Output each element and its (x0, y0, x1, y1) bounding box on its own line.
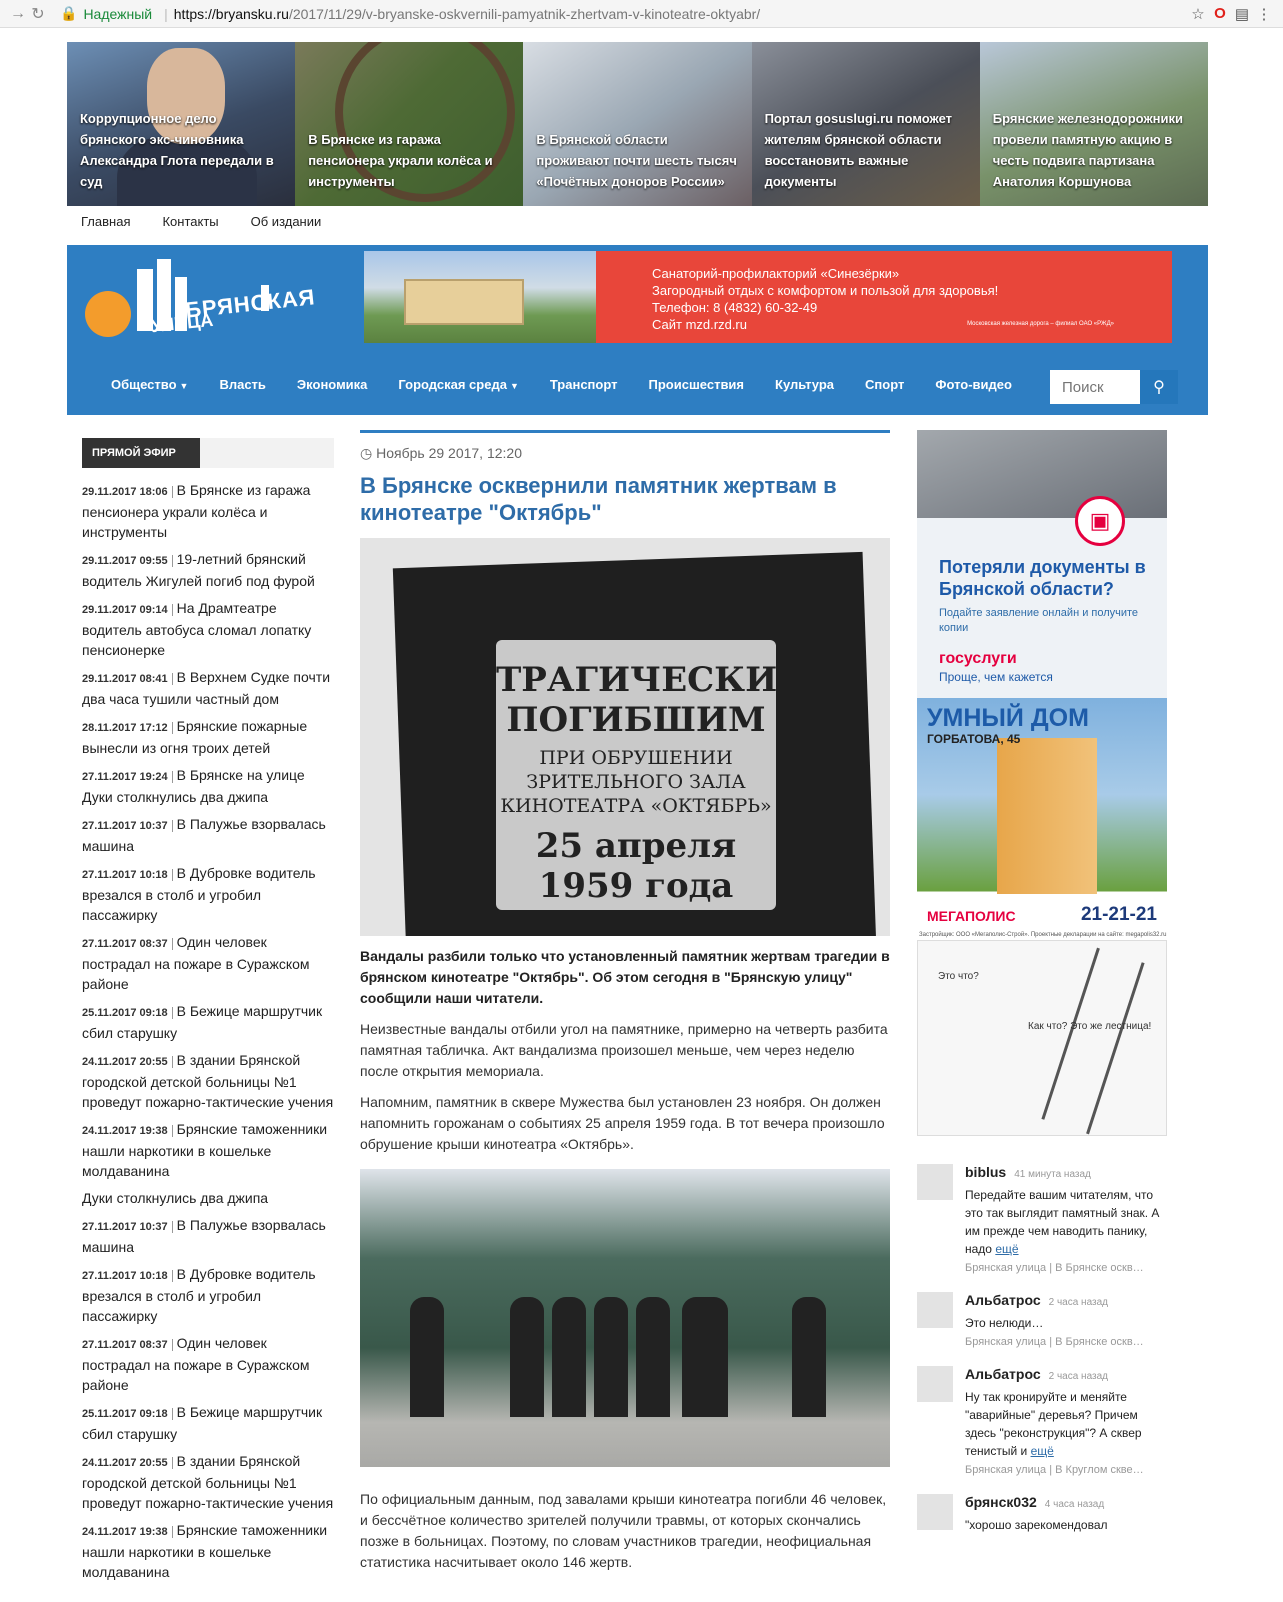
lock-icon: 🔒 (60, 5, 78, 21)
comment-source[interactable]: Брянская улица | В Круглом скве… (965, 1464, 1144, 1476)
smart-home-ad[interactable] (917, 698, 1167, 940)
live-feed-item[interactable] (82, 1215, 334, 1257)
live-feed-date: 27.11.2017 10:18 (82, 869, 173, 881)
nav-home-link[interactable]: Главная (81, 213, 131, 229)
live-feed-text[interactable]: Дуки столкнулись два джипа (82, 1190, 269, 1206)
forward-icon[interactable]: → (10, 4, 26, 22)
search-box (1050, 370, 1178, 404)
comment-time: 2 часа назад (1048, 1371, 1109, 1382)
plaque-line: 25 апреля 1959 года (535, 826, 737, 906)
live-feed-date: 24.11.2017 20:55 (82, 1056, 173, 1068)
top-story-tile[interactable] (523, 42, 751, 206)
live-feed-item[interactable] (82, 863, 334, 925)
article-paragraph: Напомним, памятник в сквере Мужества был установлен 23 ноября. Он должен напомнить горожанам о событиях 25 апреля 1959 года. В тот вечера произошло обрушение крыши кинотеатра «Октябрь». (360, 1094, 885, 1152)
comment-more-link[interactable]: ещё (1030, 1444, 1054, 1458)
live-feed-text[interactable]: В Бежице маршрутчик сбил старушку (82, 1404, 323, 1442)
opera-icon[interactable]: O (1214, 5, 1226, 22)
ad-text-block (596, 251, 1172, 343)
nav-contacts-link[interactable]: Контакты (162, 213, 219, 229)
caret-down-icon: ▼ (509, 380, 519, 391)
content-area (67, 415, 1208, 1602)
comment-text-body: Передайте вашим читателям, что это так выглядит памятный знак. А им прежде чем наводить панику, надо (965, 1188, 1160, 1256)
sanatorium-ad[interactable] (364, 251, 1172, 343)
ad-fine-print: Московская железная дорога – филиал ОАО «РЖД» (967, 321, 1114, 327)
ad-phone: 21-21-21 (1080, 904, 1157, 925)
photo-person (410, 1297, 444, 1417)
recent-comments (917, 1164, 1167, 1534)
clock-icon: ◷ (360, 445, 373, 461)
ad-line: Телефон: 8 (4832) 60-32-49 (652, 300, 818, 315)
photo-person (792, 1297, 826, 1417)
live-feed-item[interactable] (82, 480, 334, 542)
nav-item-city[interactable] (398, 377, 518, 392)
live-feed-item[interactable] (82, 1119, 334, 1181)
live-feed-date: 29.11.2017 08:41 (82, 673, 173, 685)
ad-building (997, 738, 1097, 898)
article-title: В Брянске осквернили памятник жертвам в кинотеатре "Октябрь" (360, 473, 837, 525)
nav-item-label: Городская среда (398, 376, 507, 392)
logo-text-top: БРЯНСКАЯ (183, 284, 317, 323)
live-feed-date: 24.11.2017 20:55 (82, 1457, 173, 1469)
live-feed-date: 27.11.2017 19:24 (82, 771, 173, 783)
comment-text-body: Это нелюди… (965, 1316, 1044, 1330)
live-feed-text[interactable]: На Драмтеатре водитель автобуса сломал лопатку пенсионерке (82, 600, 312, 658)
top-story-tile[interactable] (295, 42, 523, 206)
article-date (360, 445, 890, 462)
plaque-line: ПРИ ОБРУШЕНИИ (539, 747, 733, 769)
comment (917, 1292, 1167, 1348)
top-links (67, 206, 1208, 236)
nav-item-sport[interactable]: Спорт (865, 376, 905, 392)
comment-body (965, 1164, 1167, 1274)
ad-slogan: Проще, чем кажется (939, 670, 1053, 684)
comment-text (965, 1516, 1167, 1534)
avatar[interactable] (917, 1164, 953, 1200)
nav-item-label: Общество (111, 376, 177, 392)
comment-body (965, 1494, 1167, 1534)
avatar[interactable] (917, 1494, 953, 1530)
comment-header (965, 1366, 1167, 1384)
main-nav (67, 353, 1208, 415)
article-photo-ceremony (360, 1169, 890, 1467)
comment-text (965, 1186, 1167, 1258)
reader-icon[interactable]: ▤ (1234, 5, 1250, 23)
live-feed-item[interactable] (82, 765, 334, 807)
live-feed-item[interactable] (82, 814, 334, 856)
comment-header (965, 1494, 1167, 1512)
comment-author[interactable]: Альбатрос (965, 1292, 1041, 1308)
live-feed-text[interactable]: В Палужье взорвалась машина (82, 816, 326, 854)
plaque-line: ТРАГИЧЕСКИ (496, 660, 778, 700)
cartoon-ladder (1041, 948, 1144, 1135)
live-feed-item[interactable] (82, 1264, 334, 1326)
comment (917, 1494, 1167, 1534)
live-feed-text[interactable]: Один человек пострадал на пожаре в Суражском районе (82, 934, 310, 992)
ad-subtext: ГОРБАТОВА, 45 (927, 732, 1021, 746)
live-feed-date: 29.11.2017 18:06 (82, 486, 173, 498)
comment (917, 1164, 1167, 1274)
search-icon: ⚲ (1153, 379, 1165, 396)
live-feed-item[interactable] (82, 1050, 334, 1112)
nav-item-power[interactable]: Власть (219, 376, 266, 392)
photo-person (510, 1297, 544, 1417)
live-feed-text[interactable]: В Брянске из гаража пенсионера украли колёса и инструменты (82, 482, 311, 540)
comment-text (965, 1314, 1167, 1332)
comment-text-body: Ну так кронируйте и меняйте "аварийные" деревья? Причем здесь "реконструкция"? А сквер тенистый и (965, 1390, 1142, 1458)
nav-item-incidents[interactable]: Происшествия (648, 376, 745, 392)
comment-header (965, 1164, 1167, 1182)
photo-person (636, 1297, 670, 1417)
live-feed-date: 27.11.2017 10:18 (82, 1270, 173, 1282)
live-feed-text[interactable]: Брянские пожарные вынесли из огня троих детей (82, 718, 308, 756)
top-stories (67, 42, 1208, 206)
comment-text (965, 1388, 1167, 1460)
comment-time: 41 минута назад (1014, 1169, 1091, 1180)
reload-icon[interactable]: ↻ (31, 5, 45, 23)
live-feed-text[interactable]: В Дубровке водитель врезался в столб и угробил пассажирку (82, 865, 316, 923)
live-feed-date: 27.11.2017 10:37 (82, 820, 173, 832)
comment-author[interactable]: Альбатрос (965, 1366, 1041, 1382)
browser-toolbar (0, 0, 1283, 28)
comment-source[interactable]: Брянская улица | В Брянске оскв… (965, 1262, 1144, 1274)
article-date-text: Ноябрь 29 2017, 12:20 (376, 445, 522, 461)
ad-heading: УМНЫЙ ДОМ (927, 704, 1089, 732)
live-feed-text[interactable]: Один человек пострадал на пожаре в Суражском районе (82, 1335, 310, 1393)
cartoon-bubble: Как что? Это же лестница! (1028, 1021, 1152, 1032)
nav-item-transport[interactable]: Транспорт (549, 376, 618, 392)
live-feed-date: 28.11.2017 17:12 (82, 722, 173, 734)
live-feed-item[interactable] (82, 549, 334, 591)
comment (917, 1366, 1167, 1476)
photo-person (594, 1297, 628, 1417)
comment-time: 2 часа назад (1048, 1297, 1109, 1308)
comment-author[interactable]: biblus (965, 1164, 1007, 1180)
photo-person (682, 1297, 728, 1417)
live-feed-date: 27.11.2017 10:37 (82, 1221, 173, 1233)
live-feed-text[interactable]: Брянские таможенники нашли наркотики в кошельке молдаванина (82, 1121, 328, 1179)
comment-text-body: "хорошо зарекомендовал (965, 1518, 1108, 1532)
article-lead: Вандалы разбили только что установленный памятник жертвам трагедии в брянском кинотеатре "Октябрь". Об этом сегодня в "Брянскую улицу" сообщили наши читатели. (360, 948, 890, 1006)
live-feed-date: 27.11.2017 08:37 (82, 1339, 173, 1351)
live-feed-text[interactable]: В Верхнем Судке почти два часа тушили частный дом (82, 669, 331, 707)
top-story-caption[interactable]: В Брянске из гаража пенсионера украли колёса и инструменты (308, 132, 493, 189)
live-feed-item[interactable] (82, 667, 334, 709)
logo-sun (85, 291, 131, 337)
article-top-rule (360, 430, 890, 433)
top-story-tile[interactable] (980, 42, 1208, 206)
address-bar[interactable] (60, 5, 1187, 22)
article-paragraph: По официальным данным, под завалами крыши кинотеатра погибли 46 человек, и бессчётное количество зрителей получили травмы, от которых скончались позже в больницах. Поэтому, по словам участников трагедии, неофициальная статистика насчитывает около 146 жертв. (360, 1491, 887, 1570)
article-photo-plaque (360, 538, 890, 936)
live-feed-list (82, 1215, 334, 1582)
plaque-line: ЗРИТЕЛЬНОГО ЗАЛА (526, 771, 746, 793)
live-feed-date: 29.11.2017 09:14 (82, 604, 173, 616)
ad-heading: Потеряли документы в Брянской области? (939, 557, 1146, 599)
cartoon-image (917, 940, 1167, 1136)
photo-person (552, 1297, 586, 1417)
live-feed-item[interactable] (82, 1001, 334, 1043)
live-feed-item[interactable] (82, 932, 334, 994)
top-story-tile[interactable] (67, 42, 295, 206)
top-story-caption[interactable]: Коррупционное дело брянского экс-чиновника Александра Глота передали в суд (80, 111, 274, 189)
plaque-line: ПОГИБШИМ (506, 700, 766, 740)
live-feed-item[interactable] (82, 598, 334, 660)
live-feed-orphan (82, 1188, 334, 1208)
ad-line: Сайт mzd.rzd.ru (652, 317, 747, 332)
plaque-line: КИНОТЕАТРА «ОКТЯБРЬ» (500, 795, 772, 817)
top-story-tile[interactable] (752, 42, 980, 206)
comment-header (965, 1292, 1167, 1310)
avatar[interactable] (917, 1292, 953, 1328)
secure-label: Надежный (83, 5, 153, 22)
live-feed-item[interactable] (82, 1402, 334, 1444)
article-paragraph: Неизвестные вандалы отбили угол на памятнике, примерно на четверть разбита памятная табличка. Акт вандализма произошел меньше, чем через неделю после открытия мемориала. (360, 1021, 888, 1079)
cartoon-bubble: Это что? (938, 971, 979, 982)
ad-photo (364, 251, 596, 343)
sidebar (917, 430, 1167, 1552)
header-banner (67, 245, 1208, 353)
live-feed-date: 27.11.2017 08:37 (82, 938, 173, 950)
search-button[interactable] (1140, 370, 1178, 404)
top-story-caption[interactable]: Брянские железнодорожники провели памятную акцию в честь подвига партизана Анатолия Коршунова (992, 111, 1184, 189)
avatar[interactable] (917, 1366, 953, 1402)
live-feed-item[interactable] (82, 716, 334, 758)
live-feed-title: ПРЯМОЙ ЭФИР (82, 438, 200, 468)
live-feed (82, 438, 334, 1589)
ad-photo (917, 430, 1167, 518)
comment-time: 4 часа назад (1044, 1499, 1105, 1510)
comment-source[interactable]: Брянская улица | В Брянске оскв… (965, 1336, 1144, 1348)
gosuslugi-ad[interactable] (917, 430, 1167, 698)
live-feed-text[interactable]: В здании Брянской городской детской больницы №1 проведут пожарно-тактические учения (82, 1453, 334, 1511)
live-feed-item[interactable] (82, 1520, 334, 1582)
article (360, 430, 890, 1573)
live-feed-text[interactable]: В Брянске на улице Дуки столкнулись два джипа (82, 767, 305, 805)
megapolis-logo: МЕГАПОЛИС (927, 908, 1016, 924)
caret-down-icon: ▼ (179, 380, 189, 391)
live-feed-date: 25.11.2017 09:18 (82, 1408, 173, 1420)
live-feed-date: 24.11.2017 19:38 (82, 1526, 173, 1538)
url-host: https://bryansku.ru (173, 5, 289, 22)
nav-item-culture[interactable]: Культура (775, 376, 835, 392)
live-feed-item[interactable] (82, 1333, 334, 1395)
comment-more-link[interactable]: ещё (995, 1242, 1019, 1256)
live-feed-item[interactable] (82, 1451, 334, 1513)
nav-item-economy[interactable]: Экономика (296, 376, 368, 392)
gosuslugi-logo: госуслуги (939, 650, 1017, 667)
live-feed-text[interactable]: В Бежице маршрутчик сбил старушку (82, 1003, 323, 1041)
logo-text-bottom: УЛИЦА (150, 309, 215, 337)
comment-body (965, 1366, 1167, 1476)
live-feed-text[interactable]: В Дубровке водитель врезался в столб и угробил пассажирку (82, 1266, 316, 1324)
site-logo[interactable] (85, 255, 317, 345)
live-feed-date: 29.11.2017 09:55 (82, 555, 173, 567)
ad-fine-print: Застройщик: ООО «Мегаполис-Строй». Проектные декларации на сайте: megapolis32.ru (919, 932, 1167, 938)
ad-line: Загородный отдых с комфортом и пользой для здоровья! (652, 283, 999, 298)
menu-icon[interactable]: ⋮ (1256, 5, 1272, 23)
live-feed-date: 25.11.2017 09:18 (82, 1007, 173, 1019)
plaque-inscription (496, 640, 776, 910)
live-feed-text[interactable]: В Палужье взорвалась машина (82, 1217, 326, 1255)
nav-about-link[interactable]: Об издании (250, 213, 322, 229)
live-feed-header (82, 438, 334, 468)
bookmark-star-icon[interactable]: ☆ (1191, 5, 1205, 23)
top-story-caption[interactable]: Портал gosuslugi.ru поможет жителям брянской области восстановить важные документы (764, 111, 953, 189)
live-feed-text[interactable]: 19-летний брянский водитель Жигулей погиб под фурой (82, 551, 315, 589)
nav-item-society[interactable] (111, 377, 188, 392)
url-separator: | (164, 5, 168, 22)
ad-line: Санаторий-профилакторий «Синезёрки» (652, 266, 900, 281)
live-feed-text[interactable]: Брянские таможенники нашли наркотики в кошельке молдаванина (82, 1522, 328, 1580)
document-icon: ▣ (1075, 496, 1125, 546)
ad-subtext: Подайте заявление онлайн и получите копии (939, 607, 1139, 634)
url-path: /2017/11/29/v-bryanske-oskvernili-pamyatnik-zhertvam-v-kinoteatre-oktyabr/ (288, 5, 761, 22)
live-feed-text[interactable]: В здании Брянской городской детской больницы №1 проведут пожарно-тактические учения (82, 1052, 334, 1110)
nav-item-photo-video[interactable]: Фото-видео (935, 376, 1012, 392)
comment-body (965, 1292, 1167, 1348)
comment-author[interactable]: брянск032 (965, 1494, 1037, 1510)
live-feed-list (82, 480, 334, 1181)
live-feed-date: 24.11.2017 19:38 (82, 1125, 173, 1137)
ad-photo-house (404, 279, 524, 325)
search-input[interactable] (1050, 370, 1140, 404)
top-story-caption[interactable]: В Брянской области проживают почти шесть тысяч «Почётных доноров России» (536, 132, 737, 189)
